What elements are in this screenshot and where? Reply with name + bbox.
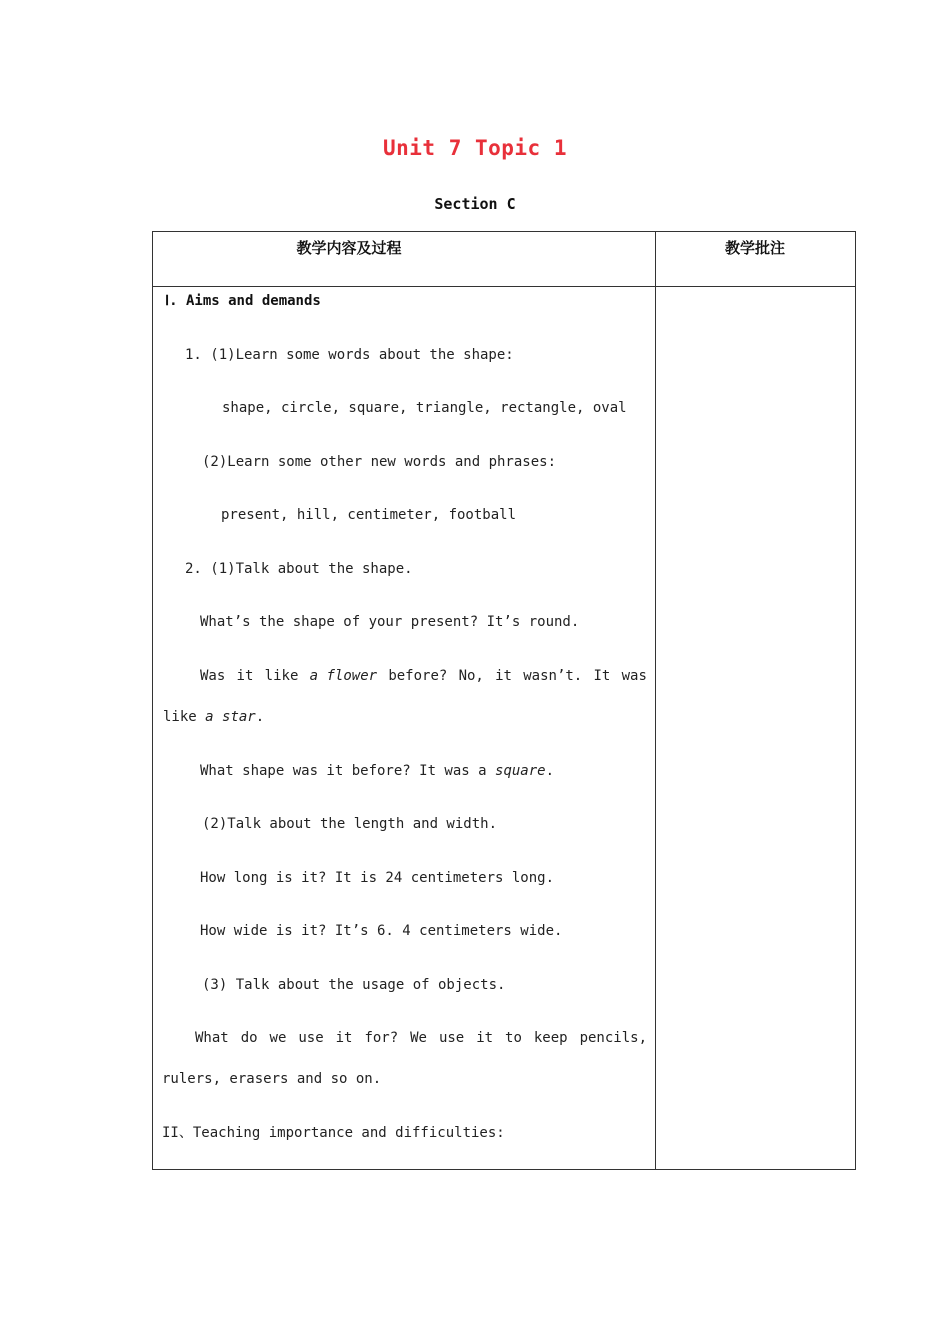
example-square (200, 764, 554, 778)
word: keep (533, 1030, 568, 1046)
example-use-line2: rulers, erasers and so on. (162, 1071, 382, 1087)
example-wide: How wide is it? It’s 6. 4 centimeters wide. (200, 923, 563, 939)
header-row-divider (153, 286, 855, 287)
example-flower-line1 (200, 669, 647, 683)
item-2-2: (2)Talk about the length and width. (202, 816, 498, 832)
word: to (505, 1030, 522, 1046)
word: use (298, 1030, 324, 1046)
shape-words: shape, circle, square, triangle, rectangle, oval (222, 400, 627, 416)
column-header-notes: 教学批注 (724, 239, 785, 257)
lesson-table (152, 231, 856, 1170)
text: What shape was it before? It was a (200, 763, 496, 779)
column-divider (655, 232, 656, 1169)
word: pencils, (579, 1030, 647, 1046)
word: we (269, 1030, 287, 1046)
word: What (195, 1030, 229, 1046)
word: it (495, 668, 512, 684)
word: it (236, 668, 254, 684)
word: do (240, 1030, 258, 1046)
example-present: What’s the shape of your present? It’s round. (200, 614, 580, 630)
example-use-line1 (195, 1031, 647, 1045)
word: It (593, 668, 611, 684)
word: for? (364, 1030, 399, 1046)
item-1-1: 1. (1)Learn some words about the shape: (185, 347, 514, 363)
text: . (545, 763, 555, 779)
section-label: Section C (434, 195, 516, 213)
word: before? (388, 668, 448, 684)
word: was (621, 668, 647, 684)
item-1-2: (2)Learn some other new words and phrases: (202, 454, 557, 470)
aims-heading: Ⅰ. Aims and demands (165, 293, 321, 309)
item-2-3: (3) Talk about the usage of objects. (202, 977, 506, 993)
word: like (264, 668, 299, 684)
new-words: present, hill, centimeter, football (221, 507, 517, 523)
word: Was (200, 668, 226, 684)
word: We (410, 1030, 427, 1046)
example-flower-line2 (163, 710, 264, 724)
italic-phrase: a flower (309, 668, 378, 684)
text: . (255, 709, 265, 725)
word: it (476, 1030, 494, 1046)
example-long: How long is it? It is 24 centimeters long. (200, 870, 555, 886)
column-header-content: 教学内容及过程 (296, 239, 402, 257)
document-title: Unit 7 Topic 1 (382, 136, 567, 160)
word: No, (458, 668, 484, 684)
word: use (438, 1030, 465, 1046)
word: wasn’t. (523, 668, 583, 684)
importance-heading: II、Teaching importance and difficulties: (162, 1125, 505, 1141)
item-2-1: 2. (1)Talk about the shape. (185, 561, 413, 577)
word: it (335, 1030, 353, 1046)
italic-phrase: a star (205, 709, 256, 725)
text: like (163, 709, 206, 725)
italic-word: square (495, 763, 546, 779)
